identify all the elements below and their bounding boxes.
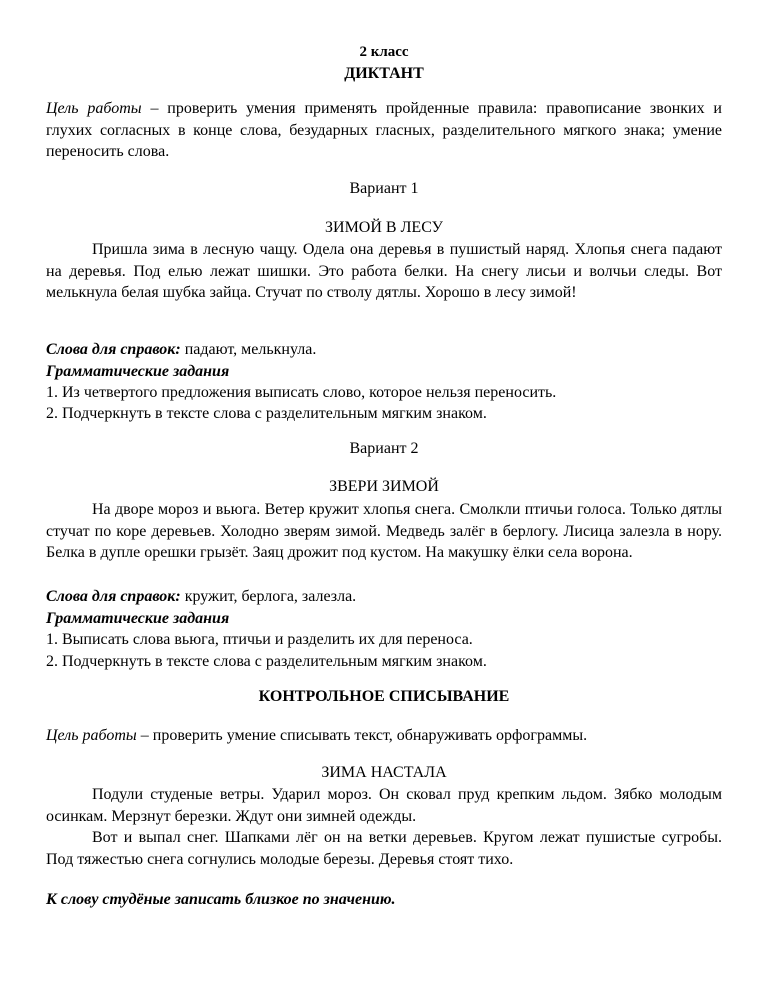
copying-task: К слову студёные записать близкое по значению. (46, 891, 396, 908)
variant1-ref-text: падают, мелькнула. (180, 341, 317, 358)
copying-goal-label: Цель работы (46, 727, 137, 744)
variant2-tasks-title: Грамматические задания (46, 610, 230, 627)
copying-goal (46, 727, 722, 745)
variant2-text: На дворе мороз и вьюга. Ветер кружит хлопья снега. Смолкли птичьи голоса. Только дятлы стучат по коре деревьев. Холодно зверям зимой. Медведь залёг в берлогу. Лисица залезла в нору. Белка в дупле орешки грызёт. Заяц дрожит под кустом. На макушку ёлки села ворона. (46, 501, 722, 561)
copying-paragraph-1: Подули студеные ветры. Ударил мороз. Он сковал пруд крепким льдом. Зябко молодым осинкам. Мерзнут березки. Ждут они зимней одежды. (46, 786, 722, 825)
variant2-ref-text: кружит, берлога, залезла. (180, 588, 357, 605)
variant1-reference (46, 341, 722, 359)
variant1-heading: Вариант 1 (349, 180, 419, 197)
variant2-ref-label: Слова для справок: (46, 588, 181, 605)
goal-label: Цель работы (46, 100, 142, 117)
document-title: ДИКТАНТ (344, 65, 424, 82)
variant1-tasks-title: Грамматические задания (46, 363, 230, 380)
variant1-text: Пришла зима в лесную чащу. Одела она деревья в пушистый наряд. Хлопья снега падают на деревья. Под елью лежат шишки. Это работа белки. На снегу лисьи и волчьи следы. Вот мелькнула белая шубка зайца. Стучат по стволу дятлы. Хорошо в лесу зимой! (46, 241, 722, 301)
copying-paragraph-2: Вот и выпал снег. Шапками лёг он на ветки деревьев. Кругом лежат пушистые сугробы. Под тяжестью снега согнулись молодые березы. Деревья стоят тихо. (46, 829, 722, 868)
variant2-task-1: 1. Выписать слова вьюга, птичьи и разделить их для переноса. (46, 631, 473, 648)
variant1-title: ЗИМОЙ В ЛЕСУ (325, 219, 443, 236)
grade-heading: 2 класс (359, 44, 409, 60)
variant2-task-2: 2. Подчеркнуть в тексте слова с разделительным мягким знаком. (46, 653, 487, 670)
copying-text-title: ЗИМА НАСТАЛА (321, 764, 447, 781)
variant1-ref-label: Слова для справок: (46, 341, 181, 358)
goal-text: – проверить умения применять пройденные правила: правописание звонких и глухих согласных в конце слова, безударных гласных, разделительного мягкого знака; умение переносить слова. (46, 100, 722, 160)
variant2-reference (46, 588, 722, 606)
goal-paragraph (46, 98, 722, 163)
copying-title: КОНТРОЛЬНОЕ СПИСЫВАНИЕ (258, 688, 510, 705)
variant2-title: ЗВЕРИ ЗИМОЙ (329, 478, 439, 495)
variant2-heading: Вариант 2 (349, 440, 419, 457)
copying-goal-text: – проверить умение списывать текст, обнаруживать орфограммы. (136, 727, 588, 744)
variant1-task-2: 2. Подчеркнуть в тексте слова с разделительным мягким знаком. (46, 405, 487, 422)
variant1-task-1: 1. Из четвертого предложения выписать слово, которое нельзя переносить. (46, 384, 557, 401)
